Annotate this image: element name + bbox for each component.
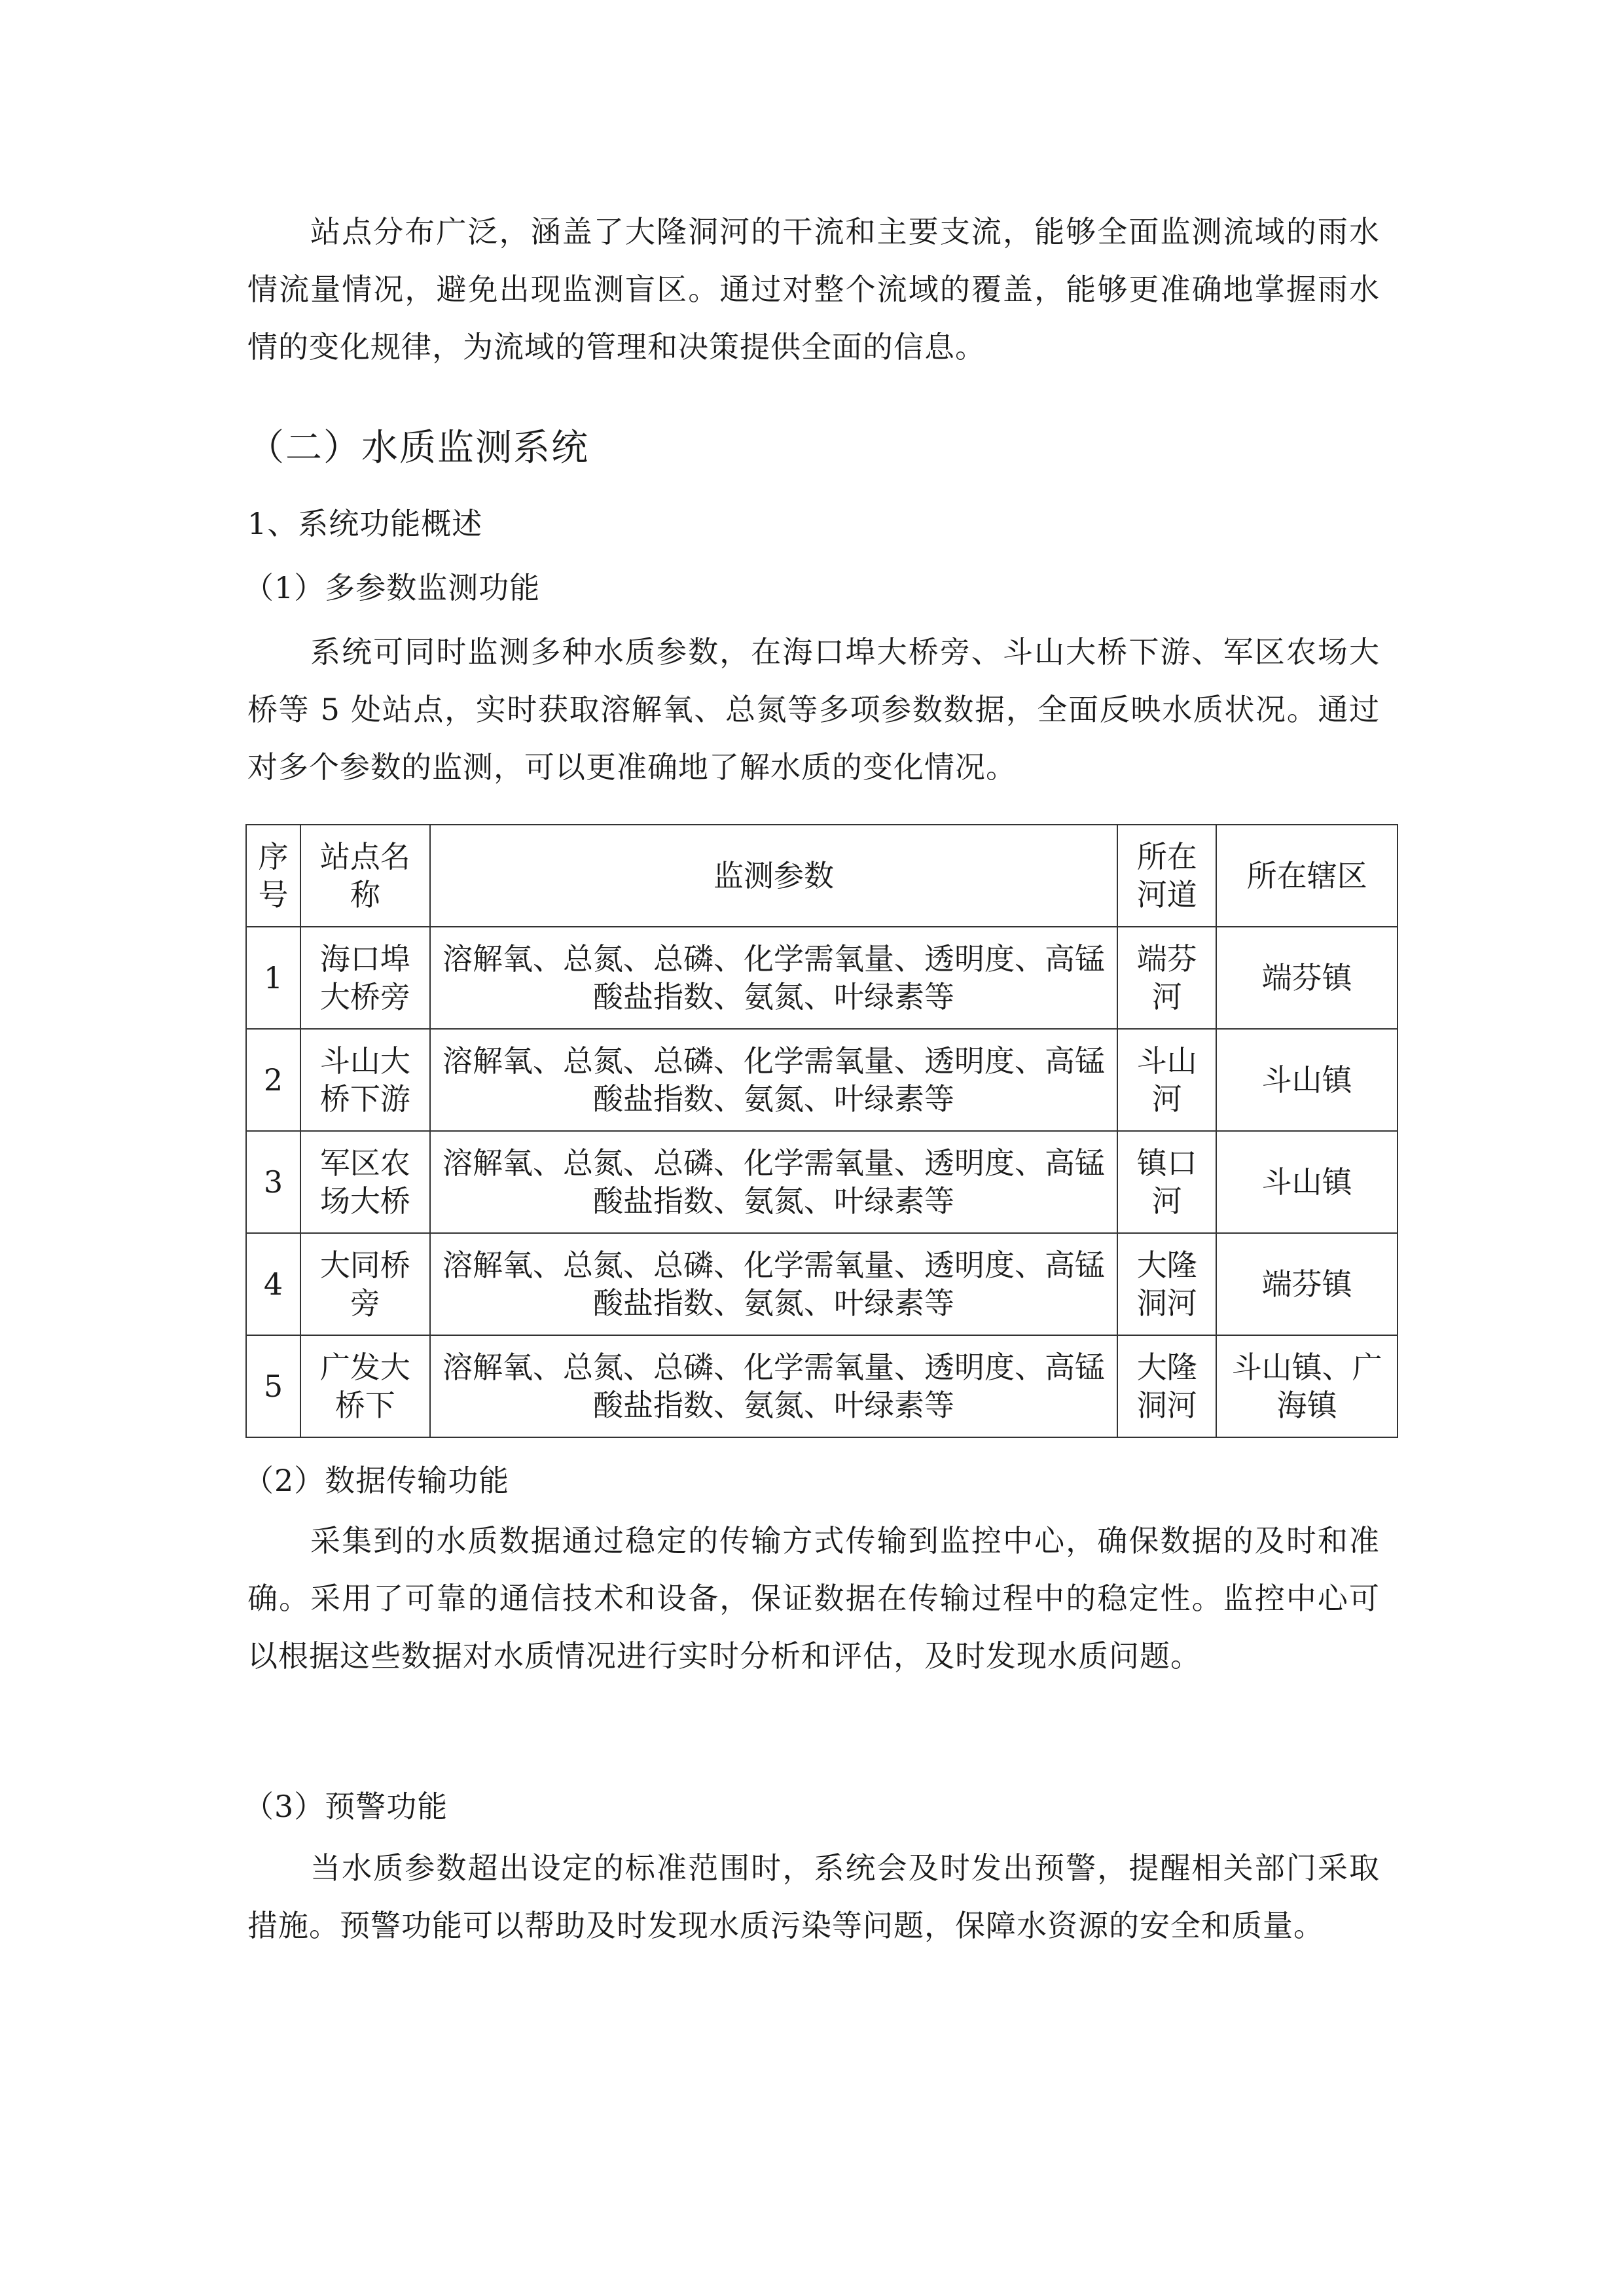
cell-district: 斗山镇	[1216, 1029, 1398, 1131]
table-header-row	[246, 825, 1398, 927]
cell-river: 端芬河	[1117, 927, 1216, 1029]
cell-parameters: 溶解氧、总氮、总磷、化学需氧量、透明度、高锰酸盐指数、氨氮、叶绿素等	[430, 1029, 1118, 1131]
table-row	[246, 1029, 1398, 1131]
cell-index: 1	[246, 927, 300, 1029]
header-cell: 序号	[246, 825, 300, 927]
cell-district: 端芬镇	[1216, 927, 1398, 1029]
table-row	[246, 1131, 1398, 1233]
cell-parameters: 溶解氧、总氮、总磷、化学需氧量、透明度、高锰酸盐指数、氨氮、叶绿素等	[430, 1131, 1118, 1233]
cell-river: 斗山河	[1117, 1029, 1216, 1131]
cell-station: 斗山大桥下游	[300, 1029, 430, 1131]
cell-parameters: 溶解氧、总氮、总磷、化学需氧量、透明度、高锰酸盐指数、氨氮、叶绿素等	[430, 1335, 1118, 1437]
item-3-paragraph: 当水质参数超出设定的标准范围时，系统会及时发出预警，提醒相关部门采取措施。预警功能可以帮助及时发现水质污染等问题，保障水资源的安全和质量。	[247, 1850, 1380, 1943]
cell-river: 大隆洞河	[1117, 1335, 1216, 1437]
intro-paragraph: 站点分布广泛，涵盖了大隆洞河的干流和主要支流，能够全面监测流域的雨水情流量情况，避免出现监测盲区。通过对整个流域的覆盖，能够更准确地掌握雨水情的变化规律，为流域的管理和决策提供全面的信息。	[247, 214, 1380, 365]
cell-river: 镇口河	[1117, 1131, 1216, 1233]
subsection-title: 1、系统功能概述	[247, 506, 483, 541]
cell-index: 4	[246, 1233, 300, 1335]
item-1-title: （1）多参数监测功能	[244, 570, 541, 605]
cell-station: 军区农场大桥	[300, 1131, 430, 1233]
cell-river: 大隆洞河	[1117, 1233, 1216, 1335]
cell-index: 2	[246, 1029, 300, 1131]
section-heading: （二）水质监测系统	[247, 427, 589, 469]
item-2-title: （2）数据传输功能	[244, 1463, 510, 1498]
cell-station: 海口埠大桥旁	[300, 927, 430, 1029]
item-3-title: （3）预警功能	[244, 1789, 448, 1824]
table-row	[246, 927, 1398, 1029]
header-cell: 监测参数	[430, 825, 1118, 927]
item-2-paragraph: 采集到的水质数据通过稳定的传输方式传输到监控中心，确保数据的及时和准确。采用了可靠的通信技术和设备，保证数据在传输过程中的稳定性。监控中心可以根据这些数据对水质情况进行实时分析和评估，及时发现水质问题。	[247, 1523, 1380, 1674]
header-cell: 所在辖区	[1216, 825, 1398, 927]
cell-station: 大同桥旁	[300, 1233, 430, 1335]
cell-station: 广发大桥下	[300, 1335, 430, 1437]
cell-parameters: 溶解氧、总氮、总磷、化学需氧量、透明度、高锰酸盐指数、氨氮、叶绿素等	[430, 927, 1118, 1029]
header-cell: 所在河道	[1117, 825, 1216, 927]
monitoring-stations-table	[245, 824, 1398, 1438]
cell-index: 5	[246, 1335, 300, 1437]
header-cell: 站点名称	[300, 825, 430, 927]
cell-district: 斗山镇	[1216, 1131, 1398, 1233]
cell-parameters: 溶解氧、总氮、总磷、化学需氧量、透明度、高锰酸盐指数、氨氮、叶绿素等	[430, 1233, 1118, 1335]
item-1-paragraph: 系统可同时监测多种水质参数，在海口埠大桥旁、斗山大桥下游、军区农场大桥等 5 处站点，实时获取溶解氧、总氮等多项参数数据，全面反映水质状况。通过对多个参数的监测，可以更准确地了解水质的变化情况。	[247, 634, 1380, 785]
cell-index: 3	[246, 1131, 300, 1233]
table-row	[246, 1233, 1398, 1335]
cell-district: 斗山镇、广海镇	[1216, 1335, 1398, 1437]
table-row	[246, 1335, 1398, 1437]
cell-district: 端芬镇	[1216, 1233, 1398, 1335]
